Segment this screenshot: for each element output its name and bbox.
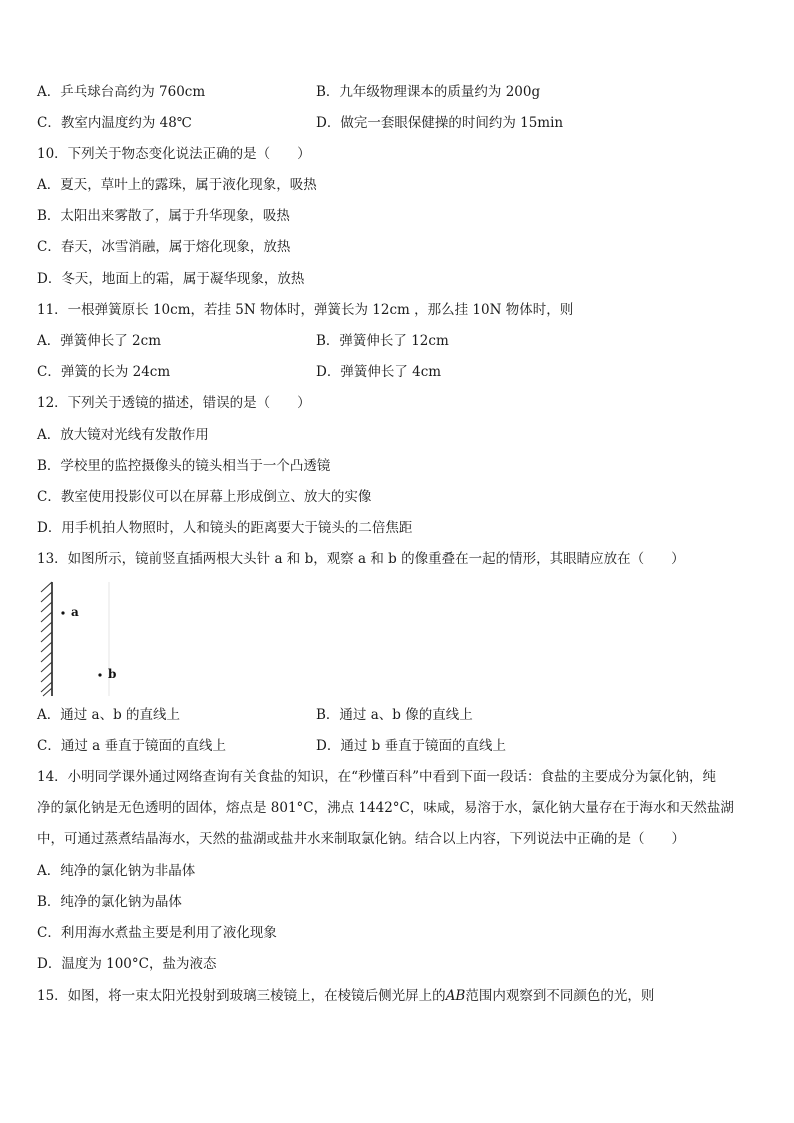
q15-stem-ab: AB <box>445 988 466 1004</box>
q14-option-b: B．纯净的氯化钠为晶体 <box>37 894 182 910</box>
q15-stem <box>37 986 654 1006</box>
mirror-hatching <box>41 582 52 696</box>
q12-stem: 12．下列关于透镜的描述，错误的是（ ） <box>37 395 311 411</box>
q13-option-b: B．通过 a、b 像的直线上 <box>316 707 473 723</box>
q10-stem: 10．下列关于物态变化说法正确的是（ ） <box>37 146 311 162</box>
q12-option-a: A．放大镜对光线有发散作用 <box>37 427 209 443</box>
q15-stem-before: 15．如图，将一束太阳光投射到玻璃三棱镜上，在棱镜后侧光屏上的 <box>37 988 446 1004</box>
q14-stem-line1: 14．小明同学课外通过网络查询有关食盐的知识，在“秒懂百科”中看到下面一段话：食盐的主要成分为氯化钠，纯 <box>37 769 716 785</box>
q11-option-a: A．弹簧伸长了 2cm <box>37 333 161 349</box>
q13-stem: 13．如图所示，镜前竖直插两根大头针 a 和 b，观察 a 和 b 的像重叠在一起的情形，其眼睛应放在（ ） <box>37 551 685 567</box>
q12-option-d: D．用手机拍人物照时，人和镜头的距离要大于镜头的二倍焦距 <box>37 520 413 536</box>
q14-stem-line3: 中，可通过蒸煮结晶海水，天然的盐湖或盐井水来制取氯化钠。结合以上内容，下列说法中正确的是（ ） <box>37 831 685 847</box>
q12-option-b: B．学校里的监控摄像头的镜头相当于一个凸透镜 <box>37 458 331 474</box>
pin-b-label: b <box>108 667 117 681</box>
q11-option-b: B．弹簧伸长了 12cm <box>316 333 449 349</box>
pin-a-dot <box>61 611 64 614</box>
q10-option-d: D．冬天，地面上的霜，属于凝华现象，放热 <box>37 271 305 287</box>
q14-option-c: C．利用海水煮盐主要是利用了液化现象 <box>37 925 277 941</box>
pin-b-dot <box>98 673 101 676</box>
q13-option-a: A．通过 a、b 的直线上 <box>37 707 181 723</box>
q11-stem: 11．一根弹簧原长 10cm，若挂 5N 物体时，弹簧长为 12cm ，那么挂 10N 物体时，则 <box>37 302 574 318</box>
pin-a-label: a <box>71 605 79 619</box>
q10-option-a: A．夏天，草叶上的露珠，属于液化现象，吸热 <box>37 177 317 193</box>
q11-option-d: D．弹簧伸长了 4cm <box>316 364 442 380</box>
q10-option-c: C．春天，冰雪消融，属于熔化现象，放热 <box>37 239 291 255</box>
q13-option-d: D．通过 b 垂直于镜面的直线上 <box>316 738 507 754</box>
q9-option-b: B．九年级物理课本的质量约为 200g <box>316 84 541 100</box>
q15-stem-after: 范围内观察到不同颜色的光，则 <box>465 988 655 1004</box>
mirror-pins-figure <box>37 580 127 698</box>
q14-option-a: A．纯净的氯化钠为非晶体 <box>37 863 196 879</box>
q14-option-d: D．温度为 100°C，盐为液态 <box>37 956 217 972</box>
q10-option-b: B．太阳出来雾散了，属于升华现象，吸热 <box>37 208 290 224</box>
q9-option-d: D．做完一套眼保健操的时间约为 15min <box>316 115 564 131</box>
q9-option-c: C．教室内温度约为 48℃ <box>37 115 192 131</box>
q14-stem-line2: 净的氯化钠是无色透明的固体，熔点是 801°C，沸点 1442°C，味咸，易溶于水，氯化钠大量存在于海水和天然盐湖 <box>37 800 734 816</box>
q9-option-a: A．乒乓球台高约为 760cm <box>37 84 206 100</box>
q11-option-c: C．弹簧的长为 24cm <box>37 364 171 380</box>
q12-option-c: C．教室使用投影仪可以在屏幕上形成倒立、放大的实像 <box>37 489 372 505</box>
q13-option-c: C．通过 a 垂直于镜面的直线上 <box>37 738 226 754</box>
